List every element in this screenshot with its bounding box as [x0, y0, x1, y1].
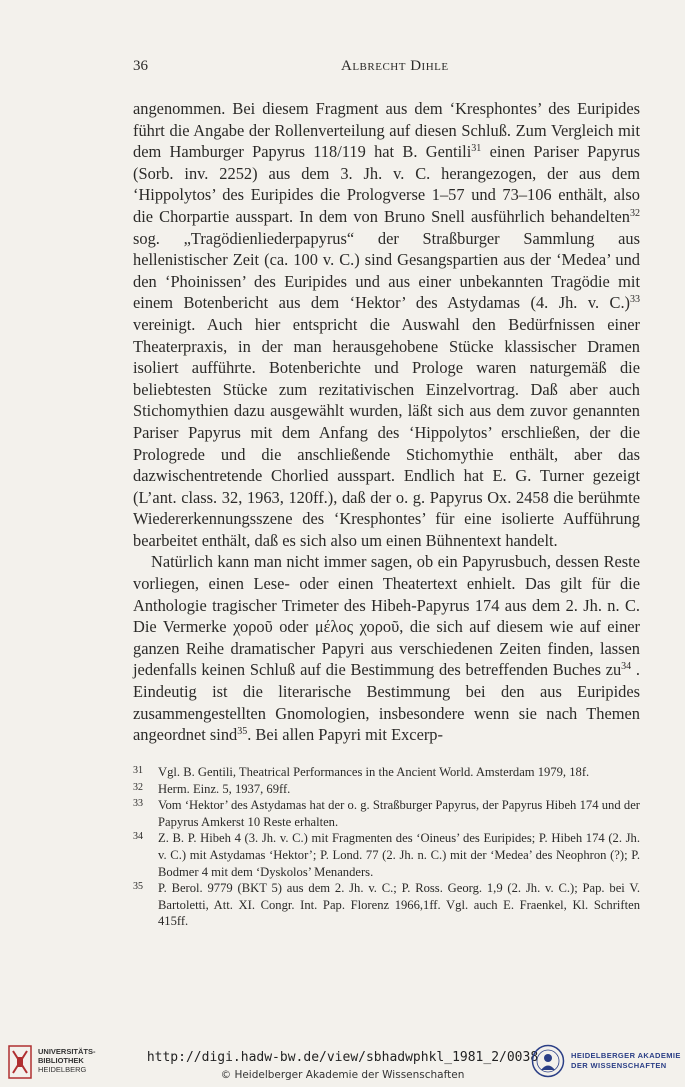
footnote-number: 34 [133, 831, 143, 843]
text-segment: sog. „Tragödienliederpapyrus“ der Straßburger Sammlung aus hellenistischer Zeit (ca. 100 v. C.) sind Gesangspartien aus der ‘Medea’ und den ‘Phoinissen’ des Euripides und aus einer unbekannten Tragödie mit einem Botenbericht aus dem ‘Hektor’ des Astydamas (4. Jh. v. C.) [133, 228, 640, 313]
academy-name [571, 1051, 681, 1070]
text-segment: . Bei allen Papyri mit Excerp- [247, 725, 443, 745]
footnote-ref-34[interactable]: 34 [621, 661, 632, 673]
footnote-text: P. Berol. 9779 (BKT 5) aus dem 2. Jh. v. C.; P. Ross. Georg. 1,9 (2. Jh. v. C.); Pap. bei V. Bartoletti, Att. XI. Congr. Int. Pap. Florenz 1966,1ff. Vgl. auch E. Fraenkel, Kl. Schriften 415ff. [158, 881, 640, 929]
text-segment: vereinigt. Auch hier entspricht die Auswahl den Bedürfnissen einer Theaterpraxis, in der man herausgehobene Stücke klassischer Dramen isoliert aufführte. Botenberichte und Prologe waren naturgemäß die beliebtesten Stücke zum rezitativischen Einzelvortrag. Daß aber auch Stichomythien dazu ausgewählt wurden, läßt sich aus dem zuvor genannten Pariser Papyrus mit dem Anfang des ‘Hippolytos’ erschließen, der die Prologrede und die anschließende Stichomythie enthält, aber das dazwischentretende Chorlied ausspart. Endlich hat E. G. Turner gezeigt (L’ant. class. 32, 1963, 120ff.), daß der o. g. Papyrus Ox. 2458 die berühmte Wiedererkennungsszene des ‘Kresphontes’ für eine isolierte Aufführung bearbeitet enthält, daß es sich also um einen Bühnentext handelt. [133, 314, 640, 550]
footnote-text: Vom ‘Hektor’ des Astydamas hat der o. g. Straßburger Papyrus, der Papyrus Hibeh 174 und der Papyrus Amkerst 10 Reste erhalten. [158, 798, 640, 829]
library-line: BIBLIOTHEK [38, 1056, 84, 1065]
footnotes [133, 764, 640, 930]
body-text [133, 98, 640, 746]
footnote-ref-31[interactable]: 31 [471, 143, 482, 155]
text-segment: Natürlich kann man nicht immer sagen, ob ein Papyrusbuch, dessen Reste vorliegen, einen Lese- oder einen Theatertext enhielt. Das gilt für die Anthologie tragischer Trimeter des Hibeh-Papyrus 174 aus dem 2. Jh. n. C. Die Vermerke χοροῦ oder μέλος χοροῦ, die sich auf diesem wie auf einer ganzen Reihe dramatischer Papyri aus verschiedenen Zeiten finden, lassen jedenfalls keinen Schluß auf die Bestimmung des betreffenden Buches zu [133, 552, 640, 680]
page-number: 36 [133, 58, 148, 74]
paragraph-1 [133, 98, 640, 551]
library-line: UNIVERSITÄTS- [38, 1047, 96, 1056]
footnote-35 [133, 880, 640, 930]
footnote-31 [133, 764, 640, 781]
running-head: Albrecht Dihle [341, 58, 449, 74]
footnote-34 [133, 830, 640, 880]
academy-seal-icon[interactable] [531, 1044, 565, 1078]
library-line: HEIDELBERG [38, 1065, 87, 1074]
viewer-footer [0, 1040, 685, 1087]
copyright-notice: © Heidelberger Akademie der Wissenschaften [220, 1069, 465, 1081]
academy-line: DER WISSENSCHAFTEN [571, 1060, 667, 1070]
footnote-33 [133, 797, 640, 830]
text-segment: . Eindeutig ist die literarische Bestimmung bei den aus Euripides zusammengestellten Gnomologien, insbesondere wenn sie nach Themen angeordnet sind [133, 660, 640, 745]
text-segment: einen Pariser Papyrus (Sorb. inv. 2252) aus dem 3. Jh. v. C. herangezogen, der aus dem ‘Hippolytos’ des Euripides die Prologverse 1–57 und 73–106 enthält, also die Chorpartie ausspart. In dem von Bruno Snell ausführlich behandelten [133, 142, 640, 226]
footnote-number: 32 [133, 781, 143, 793]
footnote-number: 33 [133, 798, 143, 810]
permalink-url[interactable]: http://digi.hadw-bw.de/view/sbhadwphkl_1981_2/0038 [146, 1050, 539, 1065]
footnote-ref-35[interactable]: 35 [237, 726, 248, 738]
footnote-number: 35 [133, 881, 143, 893]
footnote-text: Z. B. P. Hibeh 4 (3. Jh. v. C.) mit Fragmenten des ‘Oineus’ des Euripides; P. Hibeh 174 (2. Jh. v. C.) mit Astydamas ‘Hektor’; P. Lond. 77 (2. Jh. n. C.) mit der ‘Medea’ des Neophron (?); P. Bodmer 4 mit dem ‘Dyskolos’ Menanders. [158, 831, 640, 879]
footnote-text: Vgl. B. Gentili, Theatrical Performances in the Ancient World. Amsterdam 1979, 18f. [158, 765, 590, 779]
paragraph-2 [133, 551, 640, 745]
footnote-text: Herm. Einz. 5, 1937, 69ff. [158, 781, 291, 796]
footnote-ref-33[interactable]: 33 [630, 294, 640, 306]
footnote-ref-32[interactable]: 32 [630, 207, 640, 219]
text-segment: angenommen. Bei diesem Fragment aus dem ‘Kresphontes’ des Euripides führt die Angabe der Rollenverteilung auf diesen Schluß. Zum Vergleich mit dem Hamburger Papyrus 118/119 hat B. Gentili [133, 99, 640, 162]
footnote-number: 31 [133, 765, 143, 776]
footnote-32 [133, 781, 640, 798]
academy-line: HEIDELBERGER AKADEMIE [571, 1051, 681, 1060]
